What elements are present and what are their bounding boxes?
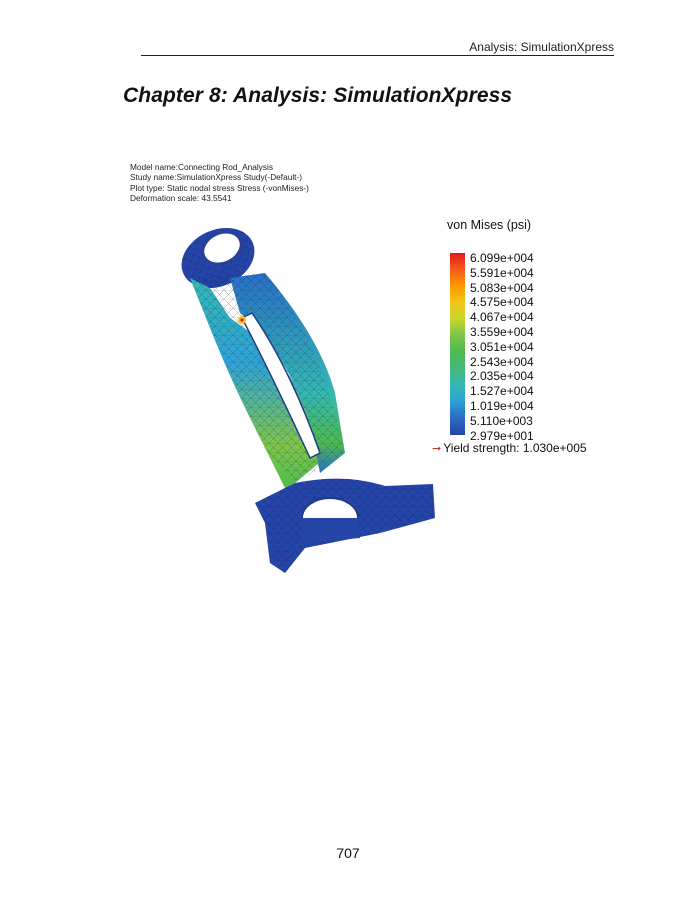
model-info (130, 162, 309, 203)
plot-type-line: Plot type: Static nodal stress Stress (-vonMises-) (130, 182, 309, 193)
legend-value: 3.051e+004 (470, 339, 534, 354)
legend-value: 3.559e+004 (470, 324, 534, 339)
legend-value: 2.035e+004 (470, 369, 534, 384)
running-header: Analysis: SimulationXpress (469, 40, 614, 54)
legend-color-bar (450, 253, 465, 435)
header-rule (141, 55, 614, 56)
legend-title: von Mises (psi) (447, 218, 532, 232)
rod-bottom-cap (255, 479, 435, 573)
chapter-title: Chapter 8: Analysis: SimulationXpress (123, 84, 513, 107)
legend-value: 5.083e+004 (470, 280, 534, 295)
yield-strength (432, 441, 587, 455)
legend-labels (470, 251, 534, 443)
arrow-right-icon: ➞ (432, 443, 442, 455)
legend-value: 4.575e+004 (470, 295, 534, 310)
model-name-line: Model name:Connecting Rod_Analysis (130, 162, 273, 172)
rod-shaft (190, 273, 345, 488)
legend-value: 4.067e+004 (470, 310, 534, 325)
study-name-line: Study name:SimulationXpress Study(-Default-) (130, 172, 303, 183)
legend-value: 2.979e+001 (470, 428, 534, 443)
deformation-scale-line: Deformation scale: 43.5541 (130, 192, 232, 203)
legend-value: 5.110e+003 (470, 413, 533, 428)
page-number: 707 (336, 845, 360, 861)
legend-value: 6.099e+004 (470, 251, 534, 265)
legend-value: 5.591e+004 (470, 265, 534, 280)
legend-value: 1.019e+004 (470, 398, 534, 413)
legend-value: 1.527e+004 (470, 384, 534, 399)
stress-plot-figure (170, 218, 440, 583)
legend-value: 2.543e+004 (470, 354, 534, 369)
yield-strength-label: Yield strength: 1.030e+005 (443, 441, 587, 455)
